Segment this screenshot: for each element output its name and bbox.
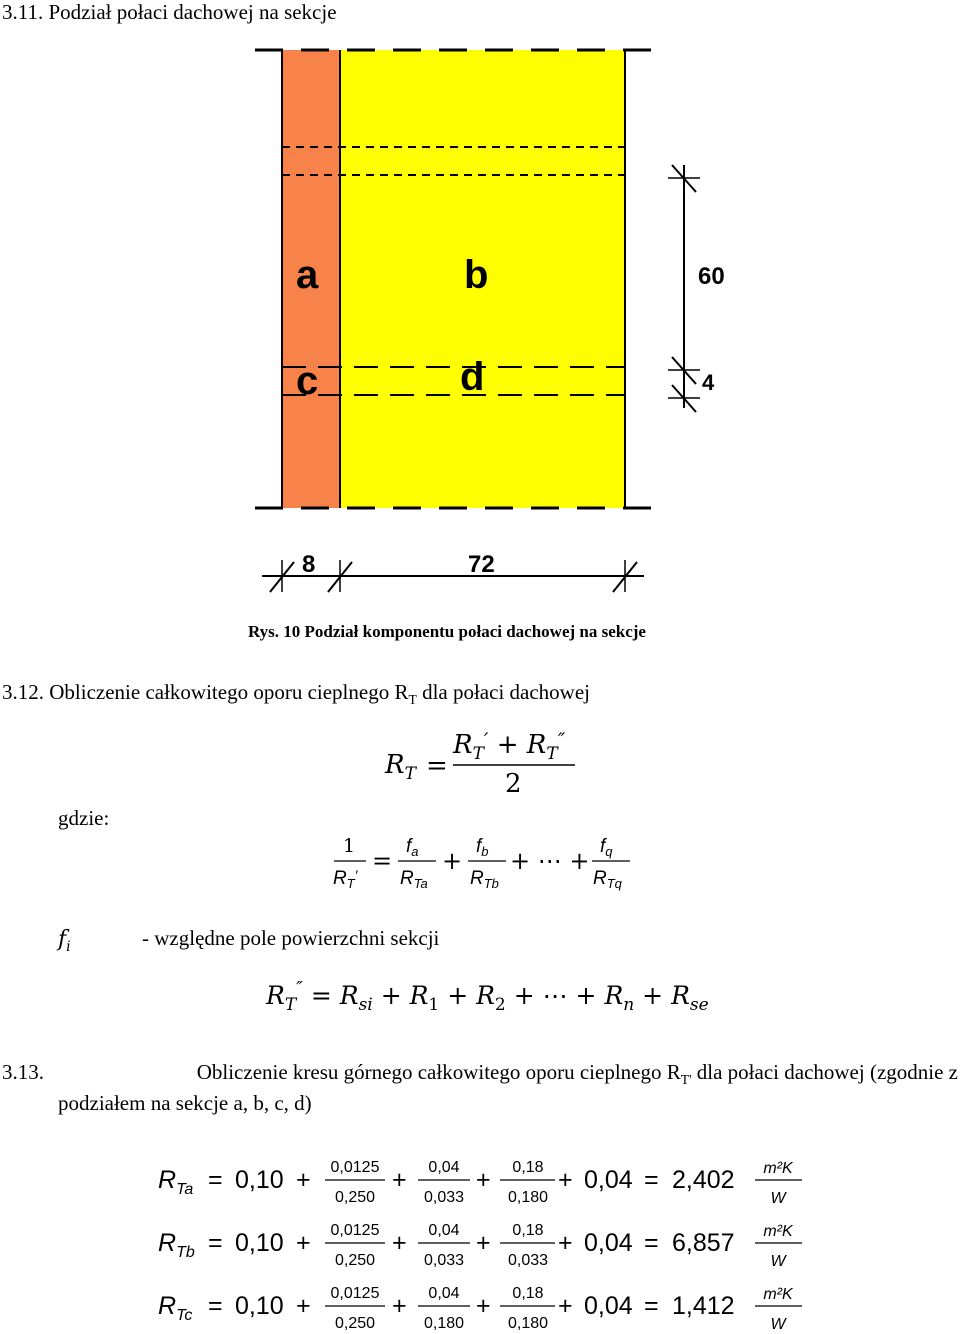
calc-first-term: 0,10 [235,1229,284,1257]
calc-numerator-3: 0,18 [512,1285,544,1302]
svg-text:RT′: $R_T'$ [333,867,358,891]
section-number: 3.13. [2,1060,44,1084]
svg-text:RTq: $R_{Tq}$ [593,868,622,891]
unit-denominator: W [770,1316,786,1333]
svg-text:=: = [372,847,393,875]
formula-rt-prime [330,832,640,897]
plus-sign: + [296,1292,311,1320]
label-b: b [464,253,489,297]
calc-r-symbol: $R_{Tb}$ [158,1229,195,1261]
svg-text:RT: $R_T$ [385,750,416,784]
section-313-heading [2,1060,958,1116]
svg-text:=: = [426,751,448,781]
plus-sign: + [476,1229,491,1257]
equals-sign: = [644,1166,659,1194]
svg-text:fb: $f_b$ [476,836,489,859]
calc-denominator-3: 0,033 [507,1252,549,1269]
svg-text:2: 2 [505,769,522,799]
svg-text:RTb: $R_{Tb}$ [470,868,499,891]
equals-sign: = [208,1229,223,1257]
calc-numerator-2: 0,04 [428,1222,460,1239]
svg-text:1: 1 [343,835,356,857]
svg-text:RT′ + RT″: $R_T' + R_T''$ [453,728,566,764]
plus-sign: + [296,1166,311,1194]
formula-rt-average [380,725,590,800]
equals-sign: = [208,1292,223,1320]
calc-r-symbol: $R_{Tc}$ [158,1292,193,1324]
svg-text:fi: $f_i$ [58,927,71,955]
calc-first-term: 0,10 [235,1166,284,1194]
svg-text:fa: $f_a$ [406,836,419,859]
calc-numerator-1: 0,0125 [330,1285,380,1302]
svg-text:+ ⋯ +: + ⋯ + [510,847,590,875]
unit-numerator: m²K [763,1223,793,1240]
dim-60-label: 60 [698,263,725,290]
calc-denominator-2: 0,180 [423,1315,465,1332]
plus-sign: + [296,1229,311,1257]
calc-denominator-2: 0,033 [423,1189,465,1206]
unit-numerator: m²K [763,1286,793,1303]
section-312-heading [2,680,590,708]
equals-sign: = [644,1229,659,1257]
label-c: c [296,359,319,403]
section-title: Obliczenie całkowitego oporu cieplnego $R_T$ dla połaci dachowej [49,680,590,708]
calc-r-symbol: $R_{Ta}$ [158,1166,194,1198]
unit-denominator: W [770,1253,786,1270]
unit-denominator: W [770,1190,786,1207]
calc-denominator-1: 0,250 [334,1315,376,1332]
formula-rt-double-prime [262,976,709,1018]
calc-last-term: 0,04 [584,1166,633,1194]
fi-description: - względne pole powierzchni sekcji [142,926,440,950]
calc-rows [150,1150,820,1334]
plus-sign: + [476,1292,491,1320]
equals-sign: = [208,1166,223,1194]
calc-numerator-3: 0,18 [512,1222,544,1239]
plus-sign: + [476,1166,491,1194]
calc-denominator-3: 0,180 [507,1315,549,1332]
svg-text:RT″ = Rsi + R1 + R2 + ⋯ + Rn +: $R_T'' = R_{si} + R_1 + R_2$ + ⋯ + $R_n + R_{se}$ [266,978,709,1015]
calc-result: 6,857 [672,1229,735,1257]
section-title-line1: Obliczenie kresu górnego całkowitego oporu cieplnego $R_{T'}$ dla połaci dachowej (zgodnie z [196,1060,958,1088]
plus-sign: + [558,1166,573,1194]
svg-text:RTa: $R_{Ta}$ [400,868,428,891]
plus-sign: + [392,1166,407,1194]
calc-numerator-1: 0,0125 [330,1222,380,1239]
calc-last-term: 0,04 [584,1292,633,1320]
calc-result: 2,402 [672,1166,735,1194]
calc-result: 1,412 [672,1292,735,1320]
svg-text:fq: $f_q$ [600,836,613,859]
calc-denominator-2: 0,033 [423,1252,465,1269]
dim-72-label: 72 [468,551,495,578]
calc-last-term: 0,04 [584,1229,633,1257]
calc-numerator-2: 0,04 [428,1159,460,1176]
unit-numerator: m²K [763,1160,793,1177]
section-311-heading [2,0,337,25]
roof-section-diagram [240,40,740,615]
section-title: Podział połaci dachowej na sekcje [48,0,337,24]
section-title-line2: podziałem na sekcje a, b, c, d) [58,1091,312,1116]
calc-denominator-1: 0,250 [334,1252,376,1269]
plus-sign: + [392,1229,407,1257]
svg-text:+: + [442,847,463,875]
dim-4-label: 4 [702,370,715,395]
equals-sign: = [644,1292,659,1320]
plus-sign: + [558,1229,573,1257]
label-a: a [296,253,319,297]
dim-8-label: 8 [302,551,316,578]
section-number: 3.12. [2,680,44,704]
label-d: d [460,355,485,399]
figure-caption: Rys. 10 Podział komponentu połaci dachowej na sekcje [248,622,646,641]
calc-numerator-3: 0,18 [512,1159,544,1176]
calc-numerator-1: 0,0125 [330,1159,380,1176]
calc-first-term: 0,10 [235,1292,284,1320]
plus-sign: + [392,1292,407,1320]
section-number: 3.11. [2,0,44,24]
gdzie-label: gdzie: [58,806,110,830]
fi-symbol [54,922,88,954]
calc-numerator-2: 0,04 [428,1285,460,1302]
calc-denominator-3: 0,180 [507,1189,549,1206]
calc-denominator-1: 0,250 [334,1189,376,1206]
plus-sign: + [558,1292,573,1320]
